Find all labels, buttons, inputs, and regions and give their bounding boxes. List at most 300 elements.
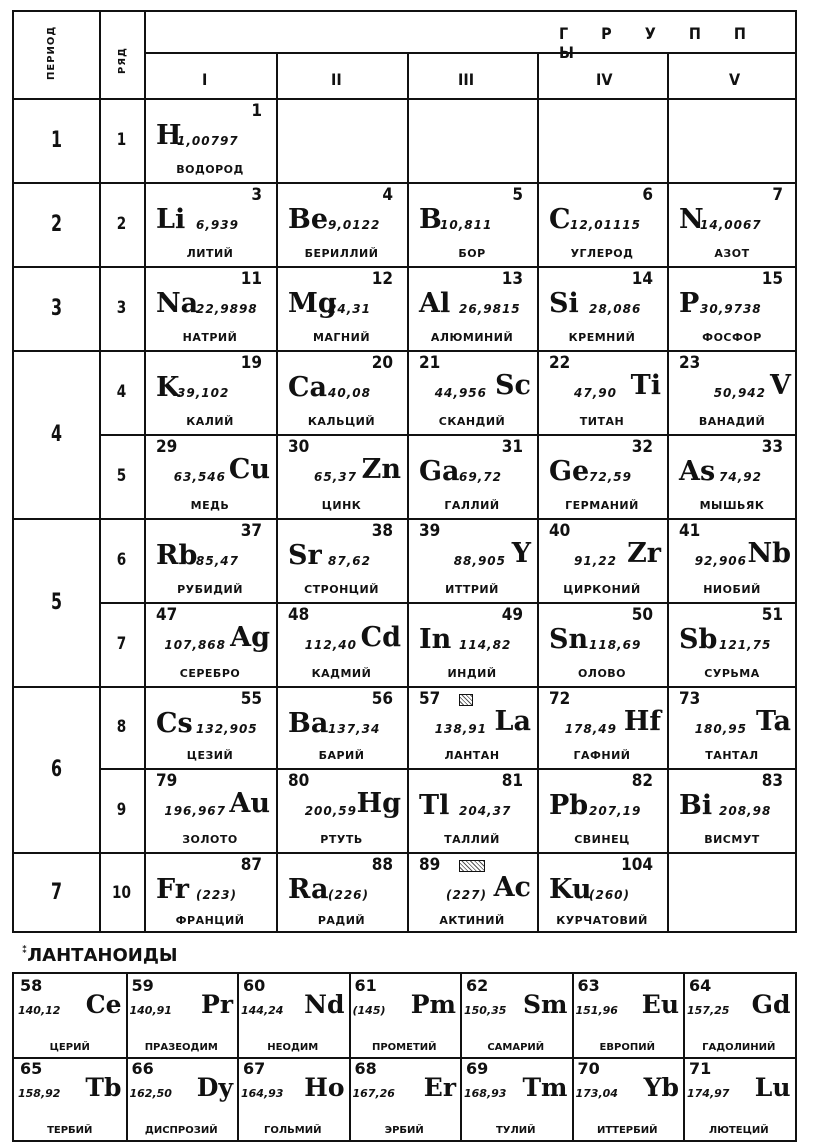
element-name: ЭРБИЙ bbox=[384, 1125, 424, 1136]
element-symbol: Ku bbox=[549, 874, 592, 905]
atomic-mass: 6,939 bbox=[196, 218, 239, 232]
element-name: ГЕРМАНИЙ bbox=[565, 499, 639, 512]
atomic-number: 87 bbox=[240, 855, 262, 875]
element-symbol: Fr bbox=[156, 874, 189, 905]
atomic-mass: 1,00797 bbox=[177, 134, 239, 148]
element-name: ВИСМУТ bbox=[704, 833, 760, 846]
element-name: УГЛЕРОД bbox=[570, 247, 634, 260]
element-name: ФРАНЦИЙ bbox=[175, 914, 245, 927]
element-name: НЕОДИМ bbox=[267, 1042, 319, 1053]
element-name: ТАЛЛИЙ bbox=[444, 833, 500, 846]
element-symbol: Ba bbox=[288, 708, 329, 739]
atomic-number: 81 bbox=[501, 771, 523, 791]
atomic-number: 50 bbox=[631, 605, 653, 625]
element-name: ГАДОЛИНИЙ bbox=[702, 1042, 776, 1053]
atomic-number: 71 bbox=[689, 1059, 712, 1078]
element-name: ПРОМЕТИЙ bbox=[371, 1042, 437, 1053]
element-sc bbox=[407, 350, 537, 434]
element-ho bbox=[237, 1057, 349, 1140]
group-header-4: IV bbox=[596, 70, 613, 89]
element-symbol: Ge bbox=[549, 456, 590, 487]
element-name: ТУЛИЙ bbox=[495, 1125, 536, 1136]
element-name: КАДМИЙ bbox=[311, 667, 372, 680]
element-cs bbox=[144, 686, 276, 768]
element-h bbox=[144, 98, 276, 182]
atomic-mass: 174,97 bbox=[687, 1087, 730, 1100]
element-symbol: Sn bbox=[549, 624, 589, 655]
element-symbol: Ca bbox=[288, 372, 327, 403]
element-li bbox=[144, 182, 276, 266]
element-symbol: Ti bbox=[630, 370, 661, 401]
atomic-mass: 140,12 bbox=[18, 1004, 61, 1017]
element-symbol: C bbox=[549, 204, 571, 235]
atomic-mass: 63,546 bbox=[173, 470, 226, 484]
element-symbol: Be bbox=[288, 204, 328, 235]
atomic-mass: 121,75 bbox=[719, 638, 772, 652]
atomic-number: 4 bbox=[382, 185, 393, 205]
atomic-mass: 132,905 bbox=[196, 722, 258, 736]
element-ku bbox=[537, 852, 667, 933]
atomic-mass: 173,04 bbox=[575, 1087, 618, 1100]
element-ba bbox=[276, 686, 407, 768]
element-sm bbox=[460, 974, 572, 1057]
element-symbol: As bbox=[679, 456, 716, 487]
atomic-mass: 164,93 bbox=[241, 1087, 284, 1100]
element-name: ЦИНК bbox=[321, 499, 362, 512]
period-number: 7 bbox=[50, 880, 63, 905]
element-cu bbox=[144, 434, 276, 518]
element-name: СКАНДИЙ bbox=[438, 415, 506, 428]
atomic-mass: 157,25 bbox=[687, 1004, 730, 1017]
element-yb bbox=[572, 1057, 684, 1140]
period-number: 3 bbox=[50, 295, 63, 321]
element-p bbox=[667, 266, 797, 350]
element-name: ИНДИЙ bbox=[447, 667, 497, 680]
atomic-mass: (223) bbox=[196, 888, 238, 902]
period-number: 1 bbox=[50, 127, 63, 153]
element-symbol: K bbox=[156, 372, 180, 403]
atomic-number: 15 bbox=[761, 269, 783, 289]
element-symbol: Mg bbox=[288, 288, 337, 319]
element-name: БОР bbox=[458, 247, 486, 260]
atomic-mass: 9,0122 bbox=[328, 218, 381, 232]
atomic-mass: 65,37 bbox=[314, 470, 357, 484]
period-number: 4 bbox=[50, 421, 63, 447]
atomic-mass: (145) bbox=[352, 1004, 386, 1017]
atomic-mass: 12,01115 bbox=[570, 218, 642, 232]
element-symbol: Hf bbox=[623, 706, 661, 737]
element-pr bbox=[126, 974, 238, 1057]
atomic-number: 55 bbox=[240, 689, 262, 709]
element-name: РУБИДИЙ bbox=[177, 583, 243, 596]
atomic-mass: 207,19 bbox=[589, 804, 642, 818]
element-sr bbox=[276, 518, 407, 602]
atomic-number: 37 bbox=[240, 521, 262, 541]
element-symbol: Nd bbox=[304, 990, 345, 1019]
group-header-5: V bbox=[729, 70, 741, 89]
atomic-number: 29 bbox=[156, 437, 178, 457]
atomic-number: 58 bbox=[20, 976, 43, 995]
element-symbol: Sc bbox=[495, 370, 531, 401]
atomic-mass: 118,69 bbox=[589, 638, 642, 652]
element-ra bbox=[276, 852, 407, 933]
element-name: ГОЛЬМИЙ bbox=[264, 1125, 322, 1136]
row-number: 1 bbox=[116, 130, 127, 150]
atomic-number: 7 bbox=[772, 185, 783, 205]
atomic-number: 12 bbox=[371, 269, 393, 289]
atomic-number: 73 bbox=[679, 689, 701, 709]
element-gd bbox=[683, 974, 795, 1057]
element-tb bbox=[14, 1057, 126, 1140]
atomic-mass: 40,08 bbox=[328, 386, 371, 400]
element-au bbox=[144, 768, 276, 852]
group-header-2: II bbox=[331, 70, 342, 89]
element-symbol: Ho bbox=[304, 1073, 345, 1102]
element-symbol: Cs bbox=[156, 708, 193, 739]
periodic-table bbox=[12, 10, 797, 933]
atomic-number: 59 bbox=[131, 976, 154, 995]
element-name: МАГНИЙ bbox=[312, 331, 371, 344]
atomic-number: 22 bbox=[549, 353, 571, 373]
element-zr bbox=[537, 518, 667, 602]
element-symbol: Sb bbox=[679, 624, 718, 655]
element-symbol: Au bbox=[229, 788, 270, 819]
atomic-number: 51 bbox=[761, 605, 783, 625]
atomic-mass: 88,905 bbox=[453, 554, 506, 568]
atomic-mass: 10,811 bbox=[440, 218, 493, 232]
atomic-number: 65 bbox=[20, 1059, 43, 1078]
element-name: ИТТЕРБИЙ bbox=[596, 1125, 658, 1136]
element-symbol: Dy bbox=[196, 1073, 233, 1102]
element-name: ЗОЛОТО bbox=[182, 833, 238, 846]
element-fr bbox=[144, 852, 276, 933]
atomic-mass: (226) bbox=[328, 888, 370, 902]
element-name: СВИНЕЦ bbox=[574, 833, 630, 846]
atomic-number: 82 bbox=[631, 771, 653, 791]
element-name: КРЕМНИЙ bbox=[568, 331, 636, 344]
element-symbol: Rb bbox=[156, 540, 198, 571]
atomic-mass: 30,9738 bbox=[700, 302, 762, 316]
element-symbol: Si bbox=[549, 288, 579, 319]
element-name: МЕДЬ bbox=[190, 499, 230, 512]
element-symbol: Hg bbox=[356, 788, 401, 819]
element-symbol: Pr bbox=[201, 990, 233, 1019]
element-symbol: Ce bbox=[85, 990, 122, 1019]
groups-title: Г Р У П П Ы bbox=[559, 24, 760, 62]
period-number: 6 bbox=[50, 756, 63, 782]
element-name: СУРЬМА bbox=[704, 667, 760, 680]
atomic-mass: 44,956 bbox=[434, 386, 487, 400]
atomic-mass: 50,942 bbox=[713, 386, 766, 400]
element-name: ФОСФОР bbox=[702, 331, 762, 344]
element-symbol: Tl bbox=[419, 790, 450, 821]
element-al bbox=[407, 266, 537, 350]
atomic-number: 88 bbox=[371, 855, 393, 875]
element-symbol: Ag bbox=[230, 622, 270, 653]
element-symbol: Zn bbox=[361, 454, 401, 485]
element-name: ВАНАДИЙ bbox=[698, 415, 766, 428]
element-name: СЕРЕБРО bbox=[179, 667, 241, 680]
atomic-mass: 168,93 bbox=[464, 1087, 507, 1100]
element-symbol: Al bbox=[419, 288, 451, 319]
atomic-mass: 114,82 bbox=[459, 638, 512, 652]
atomic-mass: 107,868 bbox=[164, 638, 226, 652]
element-cd bbox=[276, 602, 407, 686]
element-in bbox=[407, 602, 537, 686]
atomic-number: 68 bbox=[354, 1059, 377, 1078]
element-ge bbox=[537, 434, 667, 518]
atomic-number: 31 bbox=[501, 437, 523, 457]
atomic-mass: 39,102 bbox=[177, 386, 230, 400]
element-ga bbox=[407, 434, 537, 518]
element-symbol: B bbox=[419, 204, 442, 235]
element-name: МЫШЬЯК bbox=[699, 499, 765, 512]
element-symbol: Ra bbox=[288, 874, 329, 905]
atomic-mass: 158,92 bbox=[18, 1087, 61, 1100]
atomic-number: 6 bbox=[642, 185, 653, 205]
atomic-number: 33 bbox=[761, 437, 783, 457]
element-name: ТЕРБИЙ bbox=[47, 1125, 93, 1136]
element-name: АЛЮМИНИЙ bbox=[430, 331, 514, 344]
element-symbol: Eu bbox=[641, 990, 679, 1019]
atomic-number: 80 bbox=[288, 771, 310, 791]
element-pm bbox=[349, 974, 461, 1057]
atomic-number: 69 bbox=[466, 1059, 489, 1078]
element-symbol: Er bbox=[423, 1073, 456, 1102]
element-v bbox=[667, 350, 797, 434]
atomic-mass: 112,40 bbox=[304, 638, 357, 652]
element-name: ЛЮТЕЦИЙ bbox=[708, 1125, 769, 1136]
element-symbol: Sm bbox=[522, 990, 568, 1019]
element-name: РАДИЙ bbox=[317, 914, 366, 927]
atomic-mass: 151,96 bbox=[575, 1004, 618, 1017]
atomic-mass: 85,47 bbox=[196, 554, 239, 568]
atomic-mass: 178,49 bbox=[564, 722, 617, 736]
row-number: 6 bbox=[116, 550, 127, 570]
element-name: АКТИНИЙ bbox=[439, 914, 505, 927]
element-lu bbox=[683, 1057, 795, 1140]
element-symbol: Lu bbox=[754, 1073, 791, 1102]
atomic-mass: 144,24 bbox=[241, 1004, 284, 1017]
element-name: СТРОНЦИЙ bbox=[304, 583, 379, 596]
element-name: ОЛОВО bbox=[577, 667, 627, 680]
atomic-mass: 208,98 bbox=[719, 804, 772, 818]
atomic-mass: 150,35 bbox=[464, 1004, 507, 1017]
atomic-number: 3 bbox=[251, 185, 262, 205]
element-name: ТАНТАЛ bbox=[705, 749, 759, 762]
group-header-3: III bbox=[458, 70, 475, 89]
element-si bbox=[537, 266, 667, 350]
element-symbol: Bi bbox=[679, 790, 713, 821]
footnote-marker-icon bbox=[459, 694, 473, 706]
atomic-mass: 72,59 bbox=[589, 470, 632, 484]
atomic-number: 70 bbox=[577, 1059, 600, 1078]
element-sb bbox=[667, 602, 797, 686]
element-symbol: In bbox=[419, 624, 452, 655]
atomic-number: 57 bbox=[419, 689, 441, 709]
element-ce bbox=[14, 974, 126, 1057]
element-tl bbox=[407, 768, 537, 852]
atomic-number: 41 bbox=[679, 521, 701, 541]
element-dy bbox=[126, 1057, 238, 1140]
atomic-number: 11 bbox=[240, 269, 262, 289]
element-tm bbox=[460, 1057, 572, 1140]
atomic-mass: 14,0067 bbox=[700, 218, 762, 232]
atomic-number: 19 bbox=[240, 353, 262, 373]
atomic-mass: 26,9815 bbox=[459, 302, 521, 316]
element-as bbox=[667, 434, 797, 518]
marker-icon: ⁑ bbox=[22, 945, 28, 956]
row-number: 9 bbox=[116, 800, 127, 820]
row-number: 2 bbox=[116, 214, 127, 234]
element-symbol: Zr bbox=[627, 538, 661, 569]
atomic-number: 1 bbox=[251, 101, 262, 121]
element-name: ИТТРИЙ bbox=[445, 583, 499, 596]
element-name: ЕВРОПИЙ bbox=[599, 1042, 655, 1053]
element-ca bbox=[276, 350, 407, 434]
lanthanides-title bbox=[22, 945, 178, 966]
period-number: 2 bbox=[50, 211, 63, 237]
element-er bbox=[349, 1057, 461, 1140]
element-k bbox=[144, 350, 276, 434]
element-pb bbox=[537, 768, 667, 852]
atomic-mass: (227) bbox=[445, 888, 487, 902]
atomic-mass: 92,906 bbox=[694, 554, 747, 568]
element-name: ЛИТИЙ bbox=[186, 247, 234, 260]
atomic-number: 48 bbox=[288, 605, 310, 625]
element-symbol: Pb bbox=[549, 790, 589, 821]
element-symbol: Na bbox=[156, 288, 199, 319]
row-number: 3 bbox=[116, 298, 127, 318]
element-ti bbox=[537, 350, 667, 434]
atomic-number: 61 bbox=[354, 976, 377, 995]
atomic-number: 39 bbox=[419, 521, 441, 541]
element-b bbox=[407, 182, 537, 266]
element-name: НАТРИЙ bbox=[182, 331, 238, 344]
element-symbol: Y bbox=[511, 538, 531, 569]
element-symbol: Sr bbox=[288, 540, 322, 571]
element-name: ПРАЗЕОДИМ bbox=[144, 1042, 218, 1053]
period-number: 5 bbox=[50, 589, 63, 615]
footnote-marker-icon bbox=[459, 860, 485, 872]
atomic-mass: 162,50 bbox=[129, 1087, 172, 1100]
element-name: ГАФНИЙ bbox=[573, 749, 631, 762]
atomic-number: 40 bbox=[549, 521, 571, 541]
element-symbol: Ta bbox=[755, 706, 791, 737]
atomic-number: 72 bbox=[549, 689, 571, 709]
element-name: ЦИРКОНИЙ bbox=[563, 583, 641, 596]
row-number: 10 bbox=[112, 882, 131, 903]
element-symbol: Gd bbox=[751, 990, 791, 1019]
atomic-mass: 87,62 bbox=[328, 554, 371, 568]
atomic-number: 104 bbox=[621, 855, 653, 875]
atomic-number: 30 bbox=[288, 437, 310, 457]
atomic-number: 13 bbox=[501, 269, 523, 289]
element-eu bbox=[572, 974, 684, 1057]
atomic-number: 23 bbox=[679, 353, 701, 373]
atomic-mass: 28,086 bbox=[589, 302, 642, 316]
element-y bbox=[407, 518, 537, 602]
element-name: НИОБИЙ bbox=[703, 583, 761, 596]
element-hg bbox=[276, 768, 407, 852]
atomic-mass: 140,91 bbox=[129, 1004, 172, 1017]
element-zn bbox=[276, 434, 407, 518]
element-symbol: Ac bbox=[493, 872, 531, 903]
atomic-number: 47 bbox=[156, 605, 178, 625]
element-na bbox=[144, 266, 276, 350]
lanthanides-table bbox=[12, 972, 797, 1142]
atomic-number: 89 bbox=[419, 855, 441, 875]
element-symbol: Cu bbox=[228, 454, 270, 485]
element-rb bbox=[144, 518, 276, 602]
element-symbol: V bbox=[770, 370, 791, 401]
atomic-mass: 47,90 bbox=[574, 386, 617, 400]
atomic-mass: 138,91 bbox=[434, 722, 487, 736]
atomic-mass: 180,95 bbox=[694, 722, 747, 736]
element-symbol: Li bbox=[156, 204, 186, 235]
element-name: КАЛЬЦИЙ bbox=[307, 415, 376, 428]
atomic-number: 66 bbox=[131, 1059, 154, 1078]
element-nd bbox=[237, 974, 349, 1057]
atomic-number: 21 bbox=[419, 353, 441, 373]
atomic-mass: 167,26 bbox=[352, 1087, 395, 1100]
atomic-number: 56 bbox=[371, 689, 393, 709]
period-column-label: ПЕРИОД bbox=[46, 25, 57, 80]
row-number: 4 bbox=[116, 382, 127, 402]
element-n bbox=[667, 182, 797, 266]
atomic-mass: 196,967 bbox=[164, 804, 226, 818]
element-symbol: Nb bbox=[747, 538, 791, 569]
element-name: КУРЧАТОВИЙ bbox=[556, 914, 648, 927]
element-name: ЦЕЗИЙ bbox=[186, 749, 234, 762]
element-la bbox=[407, 686, 537, 768]
atomic-number: 49 bbox=[501, 605, 523, 625]
element-mg bbox=[276, 266, 407, 350]
atomic-number: 79 bbox=[156, 771, 178, 791]
element-nb bbox=[667, 518, 797, 602]
row-number: 8 bbox=[116, 717, 127, 737]
element-hf bbox=[537, 686, 667, 768]
group-header-1: I bbox=[202, 70, 208, 89]
element-name: ЛАНТАН bbox=[444, 749, 500, 762]
element-symbol: La bbox=[494, 706, 531, 737]
atomic-mass: (260) bbox=[589, 888, 631, 902]
element-name: ВОДОРОД bbox=[176, 163, 244, 176]
atomic-mass: 22,9898 bbox=[196, 302, 258, 316]
element-ag bbox=[144, 602, 276, 686]
atomic-number: 32 bbox=[631, 437, 653, 457]
atomic-mass: 137,34 bbox=[328, 722, 381, 736]
row-number: 7 bbox=[116, 634, 127, 654]
atomic-mass: 204,37 bbox=[459, 804, 512, 818]
atomic-mass: 91,22 bbox=[574, 554, 617, 568]
element-name: ТИТАН bbox=[579, 415, 625, 428]
atomic-mass: 69,72 bbox=[459, 470, 502, 484]
element-sn bbox=[537, 602, 667, 686]
element-name: ГАЛЛИЙ bbox=[444, 499, 500, 512]
element-symbol: P bbox=[679, 288, 700, 319]
atomic-number: 14 bbox=[631, 269, 653, 289]
element-name: БЕРИЛЛИЙ bbox=[304, 247, 379, 260]
element-symbol: Pm bbox=[410, 990, 456, 1019]
element-symbol: Tm bbox=[522, 1073, 568, 1102]
element-c bbox=[537, 182, 667, 266]
grid-line bbox=[99, 12, 101, 931]
element-symbol: Ga bbox=[419, 456, 460, 487]
element-name: КАЛИЙ bbox=[186, 415, 234, 428]
atomic-number: 62 bbox=[466, 976, 489, 995]
element-symbol: H bbox=[156, 120, 182, 151]
